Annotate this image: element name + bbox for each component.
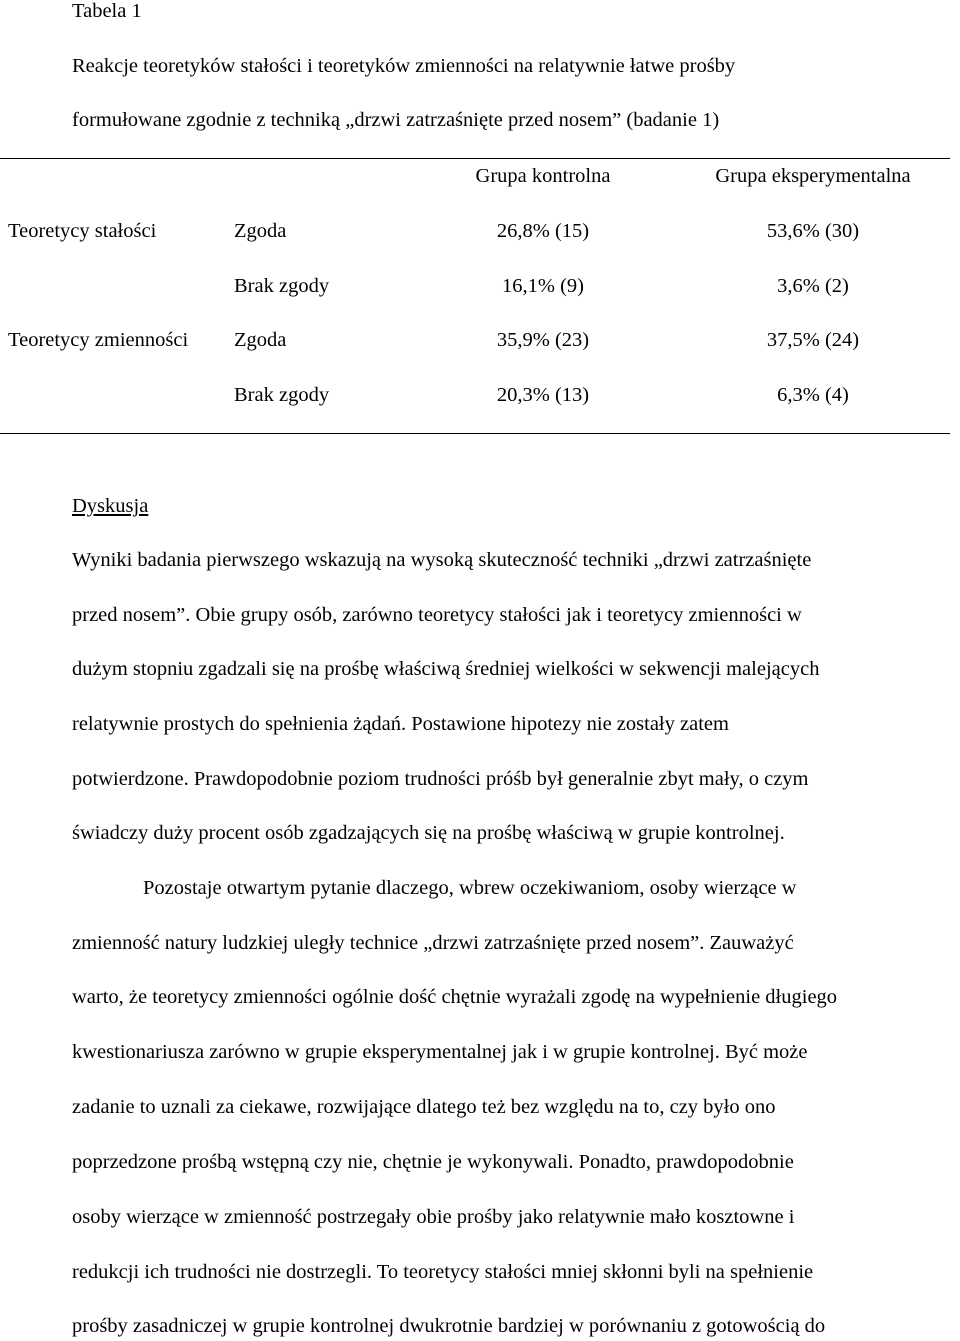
discussion-text-line: relatywnie prostych do spełnienia żądań. Postawione hipotezy nie zostały zatem	[72, 713, 729, 735]
discussion-text-line: prośby zasadniczej w grupie kontrolnej dwukrotnie bardziej w porównaniu z gotowością do	[72, 1315, 826, 1337]
discussion-heading: Dyskusja	[72, 495, 149, 517]
row-group-label: Teoretycy stałości	[8, 220, 157, 242]
discussion-text-line: redukcji ich trudności nie dostrzegli. To teoretycy stałości mniej skłonni byli na spełnienie	[72, 1261, 814, 1283]
discussion-text-line: potwierdzone. Prawdopodobnie poziom trudności próśb był generalnie zbyt mały, o czym	[72, 768, 809, 790]
column-header-control: Grupa kontrolna	[475, 165, 611, 187]
cell-experimental-value: 3,6% (2)	[777, 275, 849, 297]
cell-control-value: 35,9% (23)	[496, 329, 590, 351]
cell-experimental-value: 6,3% (4)	[777, 384, 849, 406]
table-top-rule	[0, 158, 950, 159]
cell-control-value: 26,8% (15)	[496, 220, 590, 242]
discussion-text-line: osoby wierzące w zmienność postrzegały obie prośby jako relatywnie mało kosztowne i	[72, 1206, 795, 1228]
discussion-text-line: dużym stopniu zgadzali się na prośbę właściwą średniej wielkości w sekwencji malejących	[72, 658, 820, 680]
cell-experimental-value: 53,6% (30)	[766, 220, 860, 242]
cell-experimental-value: 37,5% (24)	[766, 329, 860, 351]
row-response-label: Zgoda	[234, 220, 287, 242]
row-response-label: Brak zgody	[234, 275, 330, 297]
table-caption-line-1: Reakcje teoretyków stałości i teoretyków zmienności na relatywnie łatwe prośby	[72, 55, 736, 77]
discussion-text-line: Pozostaje otwartym pytanie dlaczego, wbrew oczekiwaniom, osoby wierzące w	[143, 877, 797, 899]
column-header-experimental: Grupa eksperymentalna	[715, 165, 911, 187]
discussion-text-line: kwestionariusza zarówno w grupie eksperymentalnej jak i w grupie kontrolnej. Być może	[72, 1041, 808, 1063]
table-bottom-rule	[0, 433, 950, 434]
discussion-text-line: przed nosem”. Obie grupy osób, zarówno teoretycy stałości jak i teoretycy zmienności w	[72, 604, 802, 626]
row-response-label: Zgoda	[234, 329, 287, 351]
row-group-label: Teoretycy zmienności	[8, 329, 189, 351]
discussion-text-line: warto, że teoretycy zmienności ogólnie dość chętnie wyrażali zgodę na wypełnienie długiego	[72, 986, 838, 1008]
table-caption-line-2: formułowane zgodnie z techniką „drzwi zatrzaśnięte przed nosem” (badanie 1)	[72, 109, 720, 131]
discussion-text-line: zadanie to uznali za ciekawe, rozwijające dlatego też bez względu na to, czy było ono	[72, 1096, 776, 1118]
discussion-text-line: poprzedzone prośbą wstępną czy nie, chętnie je wykonywali. Ponadto, prawdopodobnie	[72, 1151, 794, 1173]
cell-control-value: 20,3% (13)	[496, 384, 590, 406]
table-label: Tabela 1	[72, 0, 142, 22]
cell-control-value: 16,1% (9)	[502, 275, 584, 297]
discussion-text-line: Wyniki badania pierwszego wskazują na wysoką skuteczność techniki „drzwi zatrzaśnięte	[72, 549, 812, 571]
row-response-label: Brak zgody	[234, 384, 330, 406]
discussion-text-line: zmienność natury ludzkiej uległy technice „drzwi zatrzaśnięte przed nosem”. Zauważyć	[72, 932, 794, 954]
discussion-text-line: świadczy duży procent osób zgadzających się na prośbę właściwą w grupie kontrolnej.	[72, 822, 785, 844]
